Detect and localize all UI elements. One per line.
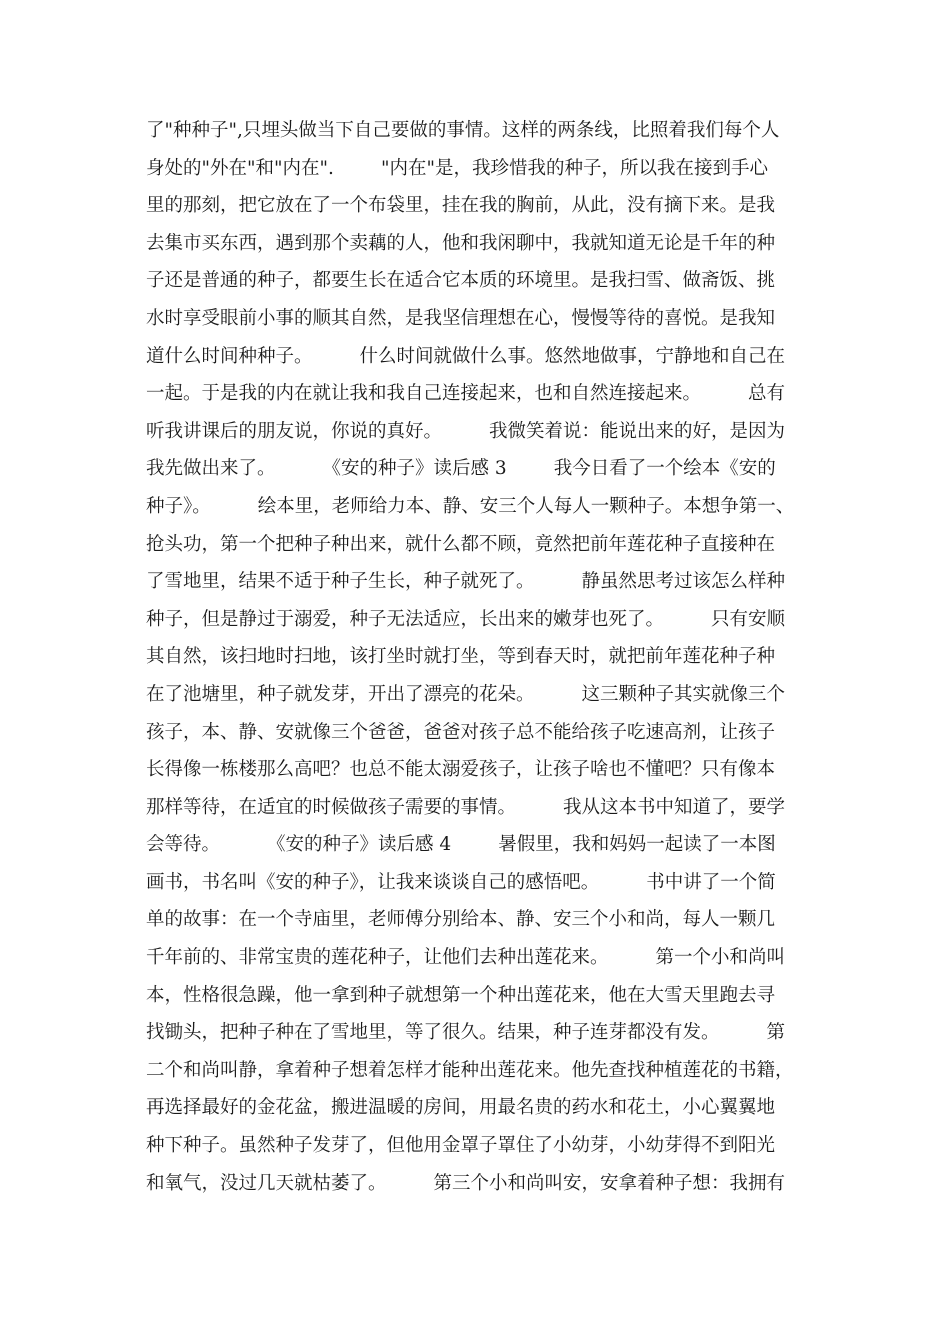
text-line: 千年前的、非常宝贵的莲花种子，让他们去种出莲花来。 第一个小和尚叫 bbox=[146, 947, 786, 969]
text-line: 找锄头，把种子种在了雪地里，等了很久。结果，种子连芽都没有发。 第 bbox=[146, 1022, 786, 1044]
text-line: 其自然，该扫地时扫地，该打坐时就打坐，等到春天时，就把前年莲花种子种 bbox=[146, 646, 776, 668]
text-line: 道什么时间种种子。 什么时间就做什么事。悠然地做事，宁静地和自己在 bbox=[146, 345, 786, 367]
text-line: 我先做出来了。 《安的种子》读后感 3 我今日看了一个绘本《安的 bbox=[146, 458, 776, 480]
text-line: 了"种种子",只埋头做当下自己要做的事情。这样的两条线，比照着我们每个人 bbox=[146, 120, 780, 141]
text-line: 在了池塘里，种子就发芽，开出了漂亮的花朵。 这三颗种子其实就像三个 bbox=[146, 683, 786, 705]
text-line: 抢头功，第一个把种子种出来，就什么都不顾，竟然把前年莲花种子直接种在 bbox=[146, 533, 776, 555]
text-line: 和氧气，没过几天就枯萎了。 第三个小和尚叫安，安拿着种子想：我拥有 bbox=[146, 1172, 786, 1194]
text-line: 本，性格很急躁，他一拿到种子就想第一个种出莲花来，他在大雪天里跑去寻 bbox=[146, 984, 776, 1006]
text-line: 种子》。 绘本里，老师给力本、静、安三个人每人一颗种子。本想争第一、 bbox=[146, 495, 795, 517]
text-line: 了雪地里，结果不适于种子生长，种子就死了。 静虽然思考过该怎么样种 bbox=[146, 571, 786, 593]
text-line: 子还是普通的种子，都要生长在适合它本质的环境里。是我扫雪、做斋饭、挑 bbox=[146, 270, 776, 292]
text-line: 单的故事：在一个寺庙里，老师傅分别给本、静、安三个小和尚，每人一颗几 bbox=[146, 909, 776, 931]
text-line: 种子，但是静过于溺爱，种子无法适应，长出来的嫩芽也死了。 只有安顺 bbox=[146, 608, 786, 630]
text-line: 那样等待，在适宜的时候做孩子需要的事情。 我从这本书中知道了，要学 bbox=[146, 796, 786, 818]
text-line: 长得像一栋楼那么高吧？也总不能太溺爱孩子，让孩子啥也不懂吧？只有像本 bbox=[146, 759, 776, 781]
text-line: 二个和尚叫静，拿着种子想着怎样才能种出莲花来。他先查找种植莲花的书籍， bbox=[146, 1059, 794, 1081]
text-line: 一起。于是我的内在就让我和我自己连接起来，也和自然连接起来。 总有 bbox=[146, 383, 786, 405]
text-line: 水时享受眼前小事的顺其自然，是我坚信理想在心，慢慢等待的喜悦。是我知 bbox=[146, 307, 776, 329]
text-line: 再选择最好的金花盆，搬进温暖的房间，用最名贵的药水和花土，小心翼翼地 bbox=[146, 1097, 776, 1119]
text-line: 身处的"外在"和"内在". "内在"是，我珍惜我的种子，所以我在接到手心 bbox=[146, 157, 768, 179]
text-line: 种下种子。虽然种子发芽了，但他用金罩子罩住了小幼芽，小幼芽得不到阳光 bbox=[146, 1135, 776, 1157]
text-line: 去集市买东西，遇到那个卖藕的人，他和我闲聊中，我就知道无论是千年的种 bbox=[146, 232, 776, 254]
text-line: 画书，书名叫《安的种子》，让我来谈谈自己的感悟吧。 书中讲了一个简 bbox=[146, 871, 776, 893]
text-line: 会等待。 《安的种子》读后感 4 暑假里，我和妈妈一起读了一本图 bbox=[146, 834, 776, 856]
text-line: 孩子，本、静、安就像三个爸爸，爸爸对孩子总不能给孩子吃速高剂，让孩子 bbox=[146, 721, 776, 743]
text-line: 听我讲课后的朋友说，你说的真好。 我微笑着说：能说出来的好，是因为 bbox=[146, 420, 786, 442]
text-line: 里的那刻，把它放在了一个布袋里，挂在我的胸前，从此，没有摘下来。是我 bbox=[146, 195, 776, 217]
essay-text-block bbox=[146, 112, 836, 1202]
